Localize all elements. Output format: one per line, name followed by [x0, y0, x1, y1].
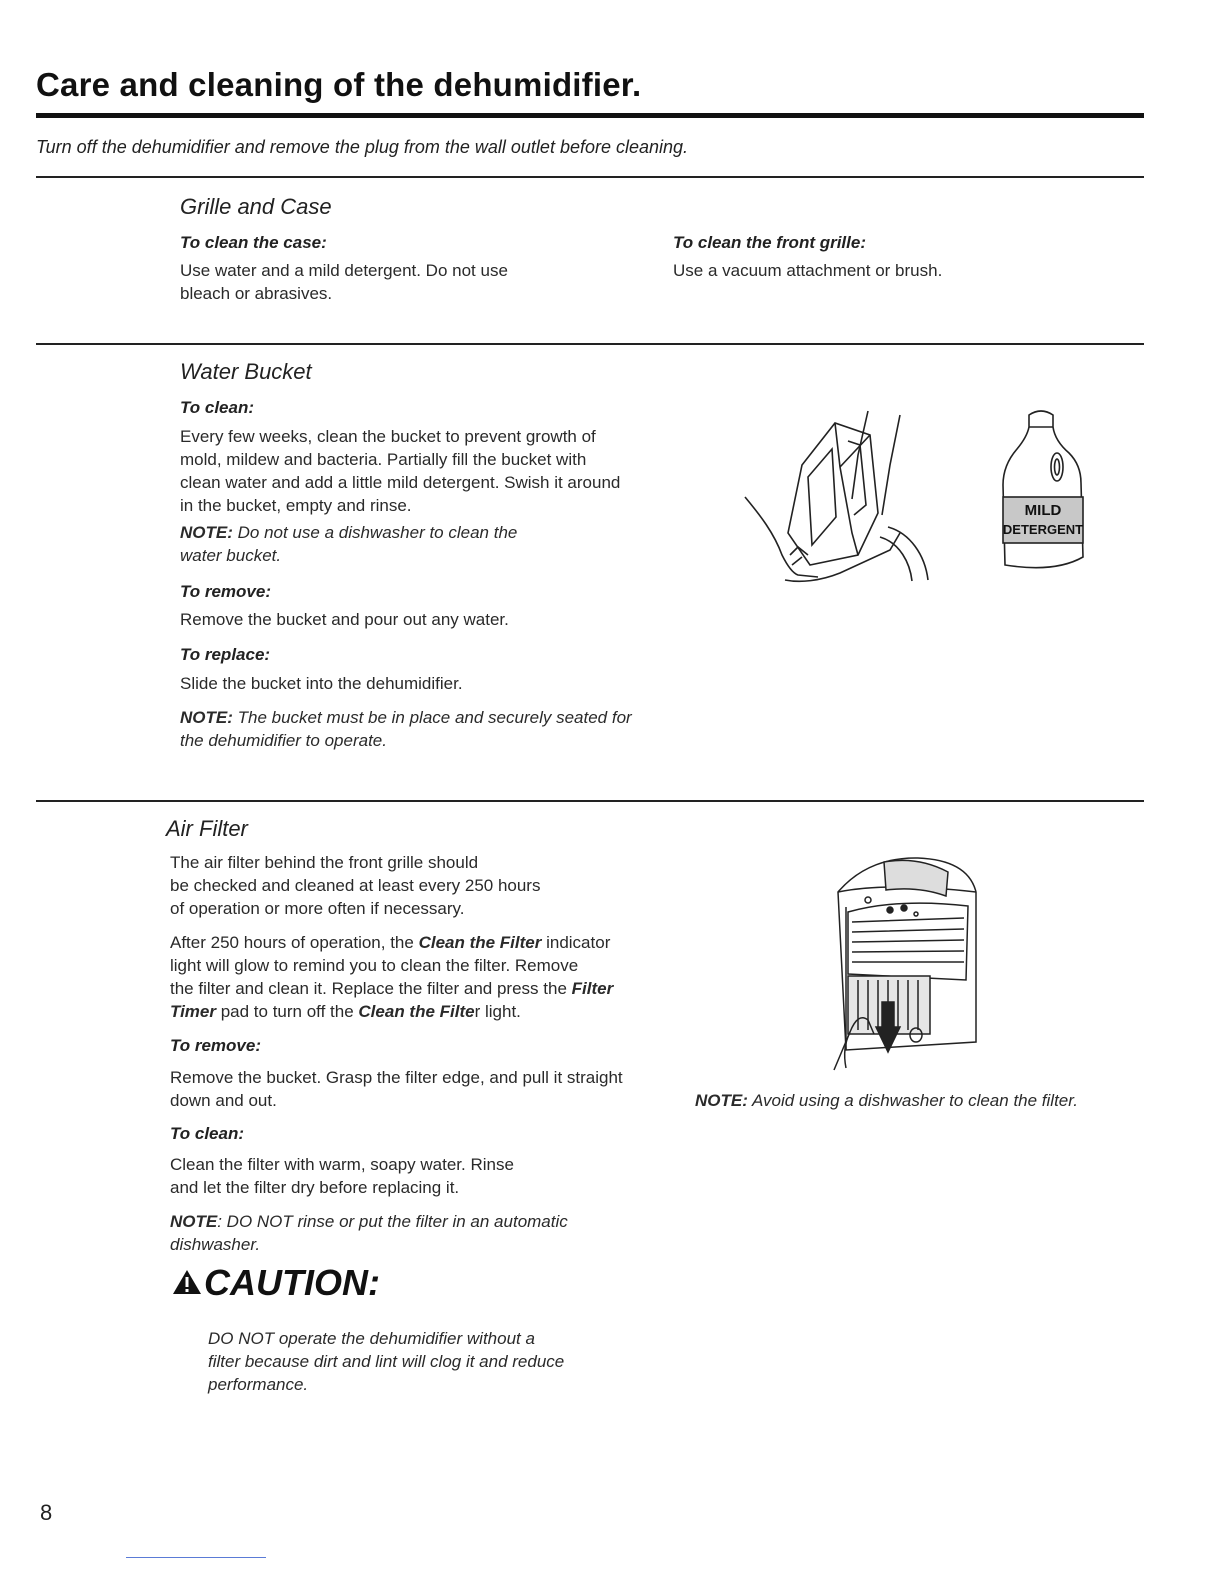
- bucket-remove-heading: To remove:: [180, 582, 272, 601]
- filter-clean-text: Clean the filter with warm, soapy water. Rinse and let the filter dry before replacing it.: [170, 1155, 514, 1197]
- bucket-replace-text: Slide the bucket into the dehumidifier.: [180, 674, 463, 693]
- filter-image-note: NOTE: Avoid using a dishwasher to clean the filter.: [695, 1091, 1079, 1110]
- intro-text: Turn off the dehumidifier and remove the plug from the wall outlet before cleaning.: [36, 137, 689, 157]
- page-number: 8: [40, 1500, 53, 1525]
- clean-case-heading: To clean the case:: [180, 233, 327, 252]
- water-bucket-heading: Water Bucket: [180, 359, 312, 384]
- bucket-clean-heading: To clean:: [180, 398, 254, 417]
- section-divider: [36, 800, 1144, 802]
- filter-remove-heading: To remove:: [170, 1036, 262, 1055]
- warning-triangle-icon: [172, 1269, 202, 1295]
- bottle-label-mild: MILD: [1024, 502, 1062, 519]
- section-divider: [36, 343, 1144, 345]
- footer-line: [126, 1557, 266, 1558]
- caution-text: DO NOT operate the dehumidifier without a filter because dirt and lint will clog it and reduce performance.: [208, 1329, 565, 1394]
- filter-remove-text: Remove the bucket. Grasp the filter edge, and pull it straight down and out.: [170, 1068, 623, 1110]
- bucket-rinse-illustration: [740, 405, 950, 590]
- bucket-remove-text: Remove the bucket and pour out any water.: [180, 610, 509, 629]
- bottle-label-detergent: DETERGENT: [1002, 522, 1084, 537]
- clean-grille-text: Use a vacuum attachment or brush.: [673, 261, 943, 280]
- clean-grille-heading: To clean the front grille:: [673, 233, 866, 252]
- bucket-note-dishwasher: NOTE: Do not use a dishwasher to clean the water bucket.: [180, 523, 518, 565]
- caution-heading-block: [172, 1262, 380, 1304]
- grille-case-heading: Grille and Case: [180, 194, 332, 219]
- clean-case-text: Use water and a mild detergent. Do not use bleach or abrasives.: [180, 261, 508, 303]
- page-title: Care and cleaning of the dehumidifier.: [36, 66, 642, 103]
- filter-note-dishwasher: NOTE: DO NOT rinse or put the filter in an automatic dishwasher.: [170, 1212, 568, 1254]
- section-divider: [36, 176, 1144, 178]
- filter-indicator-text: After 250 hours of operation, the Clean the Filter indicator light will glow to remind you to clean the filter. Remove the filter and clean it. Replace the filter and press the Filter Timer pad to turn off the Clean the Filter light.: [170, 933, 614, 1021]
- caution-heading: CAUTION:: [204, 1262, 380, 1303]
- filter-clean-heading: To clean:: [170, 1124, 244, 1143]
- bucket-clean-text: Every few weeks, clean the bucket to prevent growth of mold, mildew and bacteria. Partially fill the bucket with clean water and add a little mild detergent. Swish it around in the bucket, empty and rinse.: [180, 427, 621, 515]
- filter-check-text: The air filter behind the front grille should be checked and cleaned at least every 250 hours of operation or more often if necessary.: [170, 853, 541, 918]
- detergent-bottle-icon: [995, 405, 1090, 575]
- bucket-replace-heading: To replace:: [180, 645, 271, 664]
- air-filter-heading: Air Filter: [166, 816, 248, 841]
- bucket-note-seated: NOTE: The bucket must be in place and securely seated for the dehumidifier to operate.: [180, 708, 632, 750]
- title-rule: [36, 113, 1144, 118]
- dehumidifier-filter-illustration: [828, 852, 980, 1074]
